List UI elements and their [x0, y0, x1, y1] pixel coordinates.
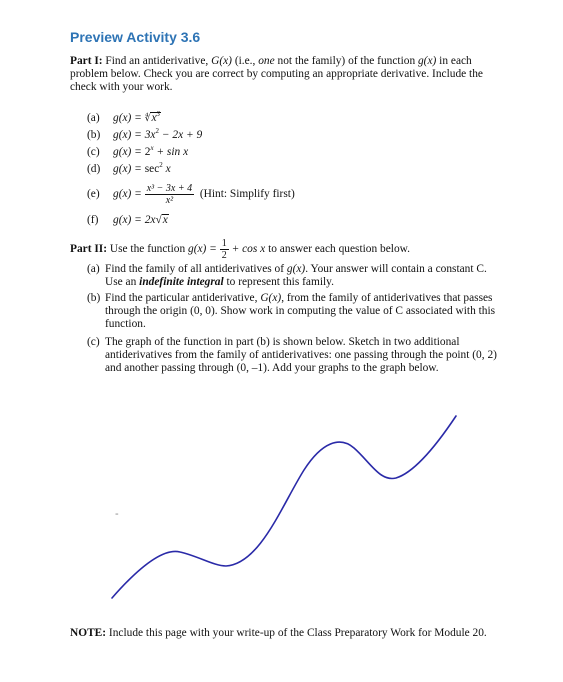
- problem-d: (d) $g(x) = \sec^2 x$: [87, 161, 171, 175]
- part2-instructions: Part II: Use the function g(x) = $\frac{1}{2}$ + cos x to answer each question below.: [70, 238, 410, 261]
- antiderivative-curve: [112, 416, 456, 598]
- part2-heading: Part II:: [70, 243, 108, 256]
- problem-a: (a) $g(x) = ∜x^3$: [87, 110, 161, 124]
- radical-expression: $x^3$: [151, 110, 161, 124]
- fraction: $\frac{\text{x³ − 3x + 4}}{\text{x²}}$: [146, 183, 193, 206]
- problem-c: (c) $g(x) = 2^x + \sin x$: [87, 144, 189, 158]
- problem-e: (e) g(x) = $\frac{\text{x³ − 3x + 4}}{\text{x²}}$ (Hint: Simplify first): [87, 183, 295, 206]
- footer-note: NOTE: Include this page with your write-up of the Class Preparatory Work for Module 20.: [70, 627, 487, 639]
- page-title: Preview Activity 3.6: [70, 29, 201, 45]
- problem-f: (f) g(x) = 2x√x: [87, 214, 168, 226]
- axis-tick-mark: -: [115, 508, 119, 520]
- problem-b: (b) $g(x) = 3x^2 - 2x + 9$: [87, 127, 203, 141]
- question-c: (c) The graph of the function in part (b) is shown below. Sketch in two additional antiderivatives from the family of antiderivatives: one passing through the point (0, 2) and another passing through (0, –1). Add your graphs to the graph below.: [87, 336, 497, 374]
- question-b: (b) Find the particular antiderivative, G(x), from the family of antiderivatives that passes through the origin (0, 0). Show work in computing the value of C associated with this function.: [87, 292, 496, 330]
- part1-instructions: Part I: Find an antiderivative, G(x) (i.e., one not the family) of the function g(x) in each problem below. Check you are correct by computing an appropriate derivative. Include the check with your work.: [70, 55, 483, 93]
- fraction: $\frac{1}{2}$: [221, 238, 227, 261]
- part1-heading: Part I:: [70, 55, 103, 67]
- radical-expression: x: [162, 214, 168, 226]
- question-a: (a) Find the family of all antiderivatives of g(x). Your answer will contain a constant C. Use an indefinite integral to represent this family.: [87, 263, 487, 288]
